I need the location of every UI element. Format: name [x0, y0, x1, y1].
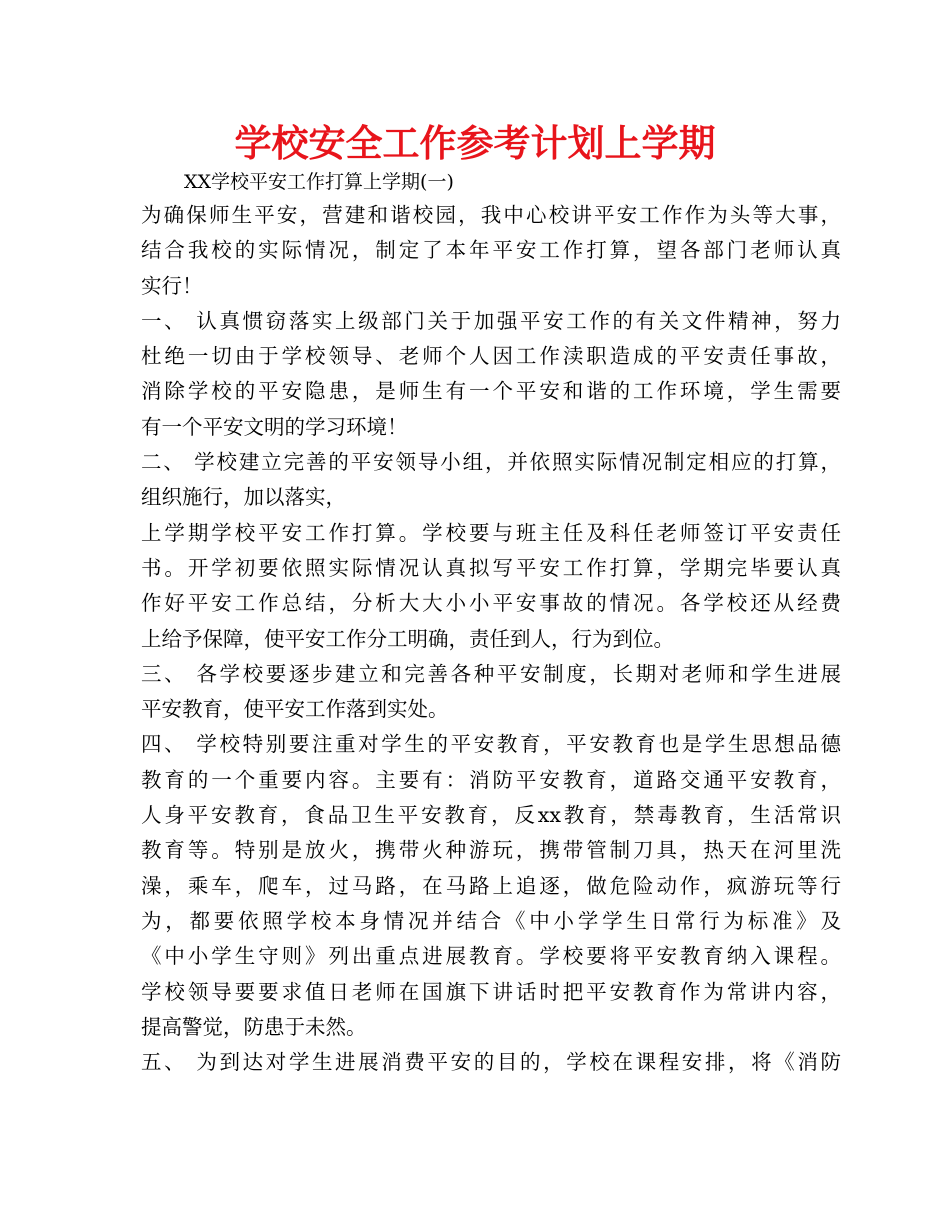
- body-line: 上学期学校平安工作打算。学校要与班主任及科任老师签订平安责任: [141, 520, 841, 545]
- body-line: 消除学校的平安隐患，是师生有一个平安和谐的工作环境，学生需要: [141, 379, 841, 404]
- body-line: 为确保师生平安，营建和谐校园，我中心校讲平安工作作为头等大事，: [141, 203, 841, 227]
- body-line: 人身平安教育，食品卫生平安教育，反xx教育，禁毒教育，生活常识: [141, 803, 841, 828]
- body-line: 五、 为到达对学生进展消费平安的目的，学校在课程安排，将《消防: [141, 1050, 841, 1075]
- body-line: 一、 认真惯窃落实上级部门关于加强平安工作的有关文件精神，努力: [141, 308, 841, 333]
- body-line: 书。开学初要依照实际情况认真拟写平安工作打算，学期完毕要认真: [141, 555, 841, 580]
- body-line: 平安教育，使平安工作落到实处。: [141, 697, 449, 722]
- body-line: 《中小学生守则》列出重点进展教育。学校要将平安教育纳入课程。: [141, 944, 841, 969]
- body-line: 教育等。特别是放火，携带火种游玩，携带管制刀具，热天在河里洗: [141, 838, 841, 863]
- body-line: 四、 学校特别要注重对学生的平安教育，平安教育也是学生思想品德: [141, 732, 841, 757]
- body-line: 为，都要依照学校本身情况并结合《中小学学生日常行为标准》及: [141, 908, 841, 933]
- body-line: 学校领导要要求值日老师在国旗下讲话时把平安教育作为常讲内容，: [141, 979, 841, 1004]
- body-line: 有一个平安文明的学习环境！: [141, 414, 408, 439]
- body-line: 组织施行，加以落实，: [141, 485, 346, 510]
- body-line: 提高警觉，防患于未然。: [141, 1014, 367, 1039]
- body-line: 结合我校的实际情况，制定了本年平安工作打算，望各部门老师认真: [141, 238, 841, 263]
- body-line: 作好平安工作总结，分析大大小小平安事故的情况。各学校还从经费: [141, 591, 841, 616]
- body-line: 杜绝一切由于学校领导、老师个人因工作渎职造成的平安责任事故，: [141, 344, 841, 369]
- document-subtitle: XX学校平安工作打算上学期(一): [184, 171, 454, 193]
- body-line: 澡，乘车，爬车，过马路，在马路上追逐，做危险动作，疯游玩等行: [141, 873, 841, 898]
- body-line: 实行！: [141, 273, 203, 298]
- body-line: 三、 各学校要逐步建立和完善各种平安制度，长期对老师和学生进展: [141, 661, 841, 686]
- body-line: 上给予保障，使平安工作分工明确，责任到人，行为到位。: [141, 626, 674, 651]
- document-title: 学校安全工作参考计划上学期: [234, 122, 716, 165]
- document-body: [141, 198, 841, 1080]
- body-line: 教育的一个重要内容。主要有：消防平安教育，道路交通平安教育，: [141, 767, 841, 792]
- body-line: 二、 学校建立完善的平安领导小组，并依照实际情况制定相应的打算，: [141, 450, 841, 475]
